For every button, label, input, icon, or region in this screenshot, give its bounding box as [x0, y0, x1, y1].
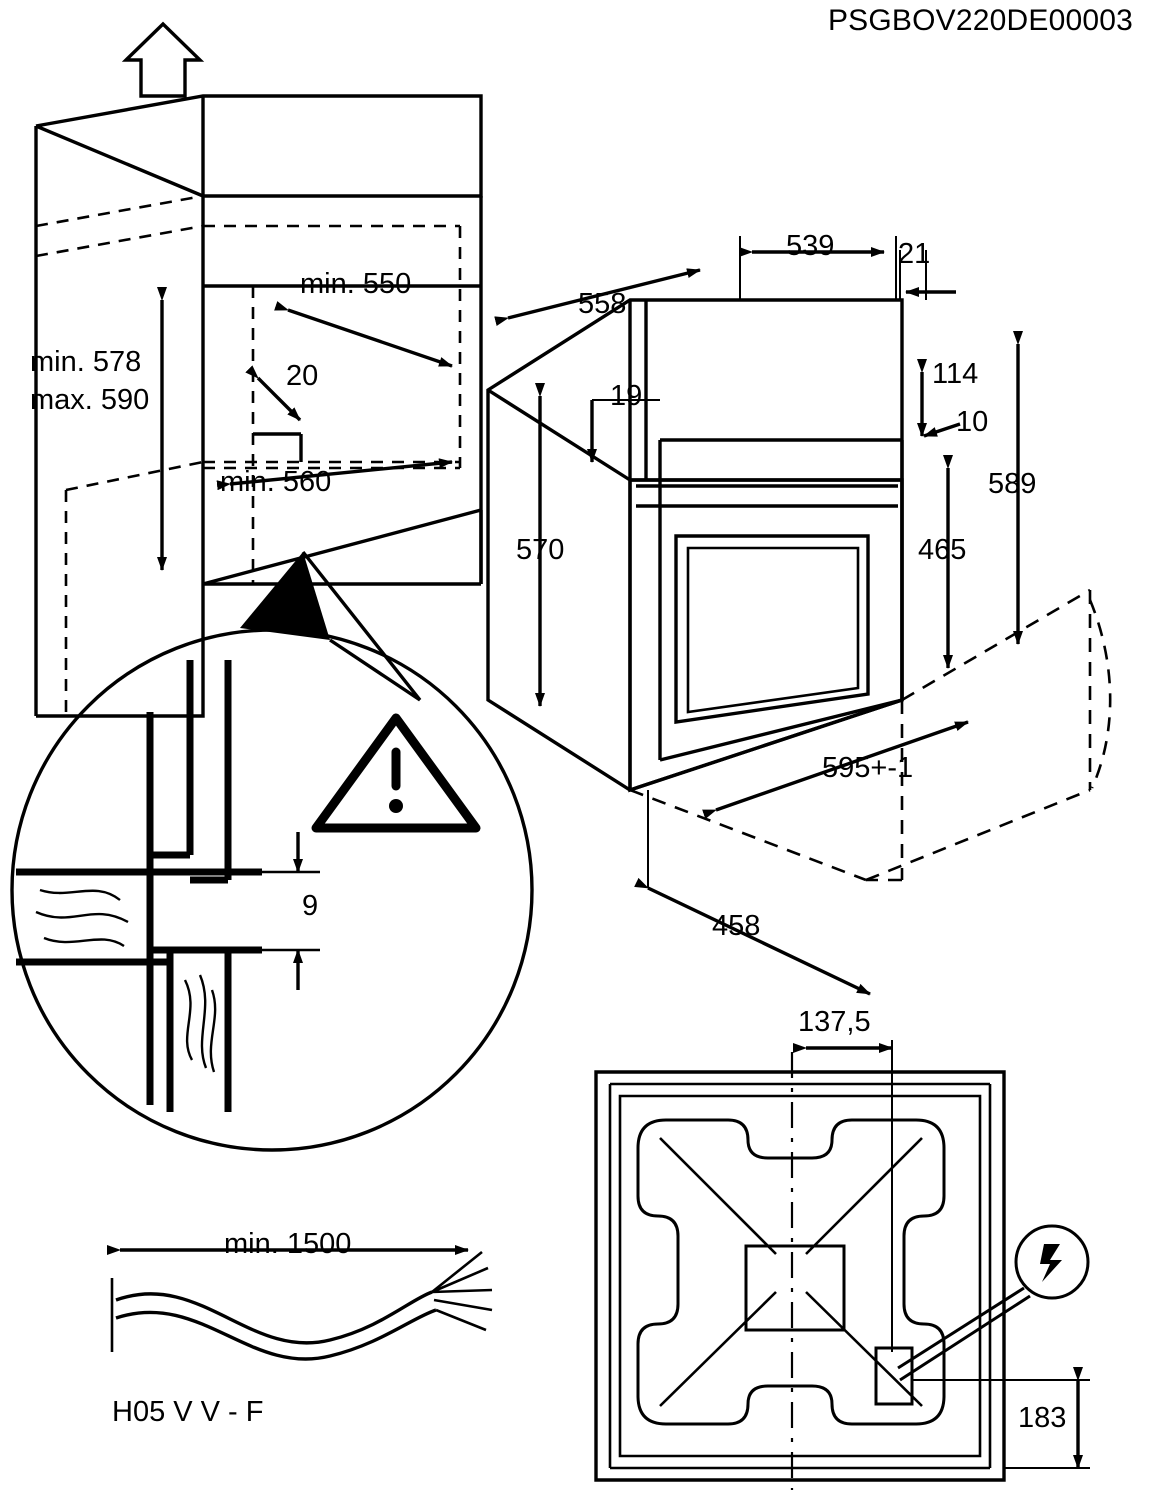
dim-niche-height-min: min. 578: [30, 346, 142, 378]
cable-type-label: H05 V V - F: [112, 1396, 264, 1428]
document-code: PSGBOV220DE00003: [827, 4, 1133, 37]
dim-top-edge: 19: [610, 380, 643, 412]
dim-cable-length: min. 1500: [224, 1228, 352, 1260]
dim-trim-width: 539: [786, 230, 835, 262]
dim-box-offset-vertical: 183: [1018, 1402, 1067, 1434]
dim-front-total-width: [822, 752, 913, 784]
dim-front-lip: 10: [956, 406, 989, 438]
dim-niche-depth: min. 550: [300, 268, 412, 300]
dim-control-panel-height: 114: [932, 358, 979, 390]
dim-niche-width: min. 560: [220, 466, 332, 498]
dim-body-depth: 458: [712, 910, 761, 942]
dim-front-total-width-value: 595: [822, 752, 871, 784]
dim-body-height: 570: [516, 534, 565, 566]
dim-body-width: 558: [578, 288, 627, 320]
dim-box-offset-horizontal: 137,5: [798, 1006, 871, 1038]
dim-door-height: 465: [918, 534, 967, 566]
dim-niche-height-max: max. 590: [30, 384, 150, 416]
dim-panel-gap: 9: [302, 890, 319, 922]
dim-front-total-width-tolerance: +-1: [870, 752, 914, 784]
dim-front-height: 589: [988, 468, 1037, 500]
dim-side-offset: 21: [898, 238, 931, 270]
dim-ventilation-gap: 20: [286, 360, 319, 392]
